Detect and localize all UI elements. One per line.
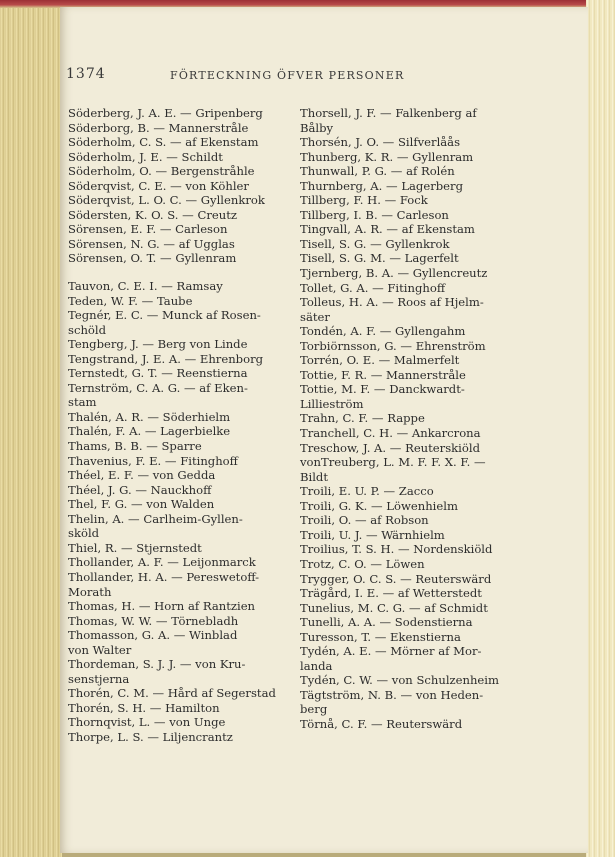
entry-line: Tunelius, M. C. G. — af Schmidt <box>300 600 488 615</box>
page-number: 1374 <box>66 66 106 82</box>
entry-line: Tillberg, F. H. — Fock <box>300 193 428 208</box>
entry-continuation: berg <box>300 702 328 717</box>
entry-line: Thorén, S. H. — Hamilton <box>68 700 220 715</box>
entry-line: Thunberg, K. R. — Gyllenram <box>300 149 474 164</box>
index-entry <box>300 717 532 732</box>
index-entry <box>300 411 532 426</box>
index-entry <box>68 555 300 570</box>
index-entry <box>68 628 300 657</box>
entry-continuation: senstjerna <box>68 671 130 686</box>
entry-line: Thel, F. G. — von Walden <box>68 497 215 512</box>
index-entry <box>68 121 300 136</box>
index-entry <box>68 512 300 541</box>
entry-line: Thiel, R. — Stjernstedt <box>68 540 202 555</box>
index-entry <box>300 368 532 383</box>
entry-line: Thomas, W. W. — Törnebladh <box>68 613 239 628</box>
entry-continuation: schöld <box>68 322 107 337</box>
entry-line: Thavenius, F. E. — Fitinghoff <box>68 453 238 468</box>
entry-line: Thollander, H. A. — Pereswetoff- <box>68 569 260 584</box>
entry-line: Tingvall, A. R. — af Ekenstam <box>300 222 475 237</box>
entry-line: Teden, W. F. — Taube <box>68 293 193 308</box>
index-entry <box>300 150 532 165</box>
entry-line: Sörensen, O. T. — Gyllenram <box>68 251 237 266</box>
entry-line: Tydén, C. W. — von Schulzenheim <box>300 673 499 688</box>
index-entry <box>68 294 300 309</box>
index-entry <box>300 513 532 528</box>
index-entry <box>68 337 300 352</box>
index-entry <box>300 251 532 266</box>
entry-line: Thollander, A. F. — Leijonmarck <box>68 555 256 570</box>
index-entry <box>300 295 532 324</box>
entry-line: Söderborg, B. — Mannerstråle <box>68 120 249 135</box>
entry-line: Tydén, A. E. — Mörner af Mor- <box>300 644 482 659</box>
index-entry <box>68 410 300 425</box>
entry-line: Thorsén, J. O. — Silfverlåås <box>300 135 461 150</box>
index-entry <box>68 164 300 179</box>
entry-line: Tollet, G. A. — Fitinghoff <box>300 280 446 295</box>
entry-line: Thorpe, L. S. — Liljencrantz <box>68 729 233 744</box>
entry-line: Ternstedt, G. T. — Reenstierna <box>68 366 248 381</box>
entry-line: Tolleus, H. A. — Roos af Hjelm- <box>300 295 484 310</box>
index-entry <box>300 193 532 208</box>
index-entry <box>300 688 532 717</box>
entry-line: Treschow, J. A. — Reuterskiöld <box>300 440 480 455</box>
index-entry <box>300 382 532 411</box>
entry-line: Troili, E. U. P. — Zacco <box>300 484 434 499</box>
book-page-stack-left <box>0 0 62 857</box>
entry-line: Södersten, K. O. S. — Creutz <box>68 207 237 222</box>
entry-line: Turesson, T. — Ekenstierna <box>300 629 461 644</box>
entry-line: Tillberg, I. B. — Carleson <box>300 207 449 222</box>
entry-continuation: landa <box>300 658 333 673</box>
entry-line: Troili, U. J. — Wärnhielm <box>300 527 445 542</box>
index-entry <box>68 279 300 294</box>
entry-line: Thomasson, G. A. — Winblad <box>68 628 238 643</box>
entry-line: Théel, J. G. — Nauckhoff <box>68 482 212 497</box>
entry-line: Thornqvist, L. — von Unge <box>68 715 226 730</box>
entry-line: Thurnberg, A. — Lagerberg <box>300 178 463 193</box>
entry-line: Trygger, O. C. S. — Reuterswärd <box>300 571 492 586</box>
entry-line: Thordeman, S. J. J. — von Kru- <box>68 657 246 672</box>
entry-continuation: Lillieström <box>300 396 364 411</box>
entry-line: Troilius, T. S. H. — Nordenskiöld <box>300 542 493 557</box>
entry-line: Thorsell, J. F. — Falkenberg af <box>300 106 477 120</box>
index-entry <box>68 150 300 165</box>
entry-line: Törnå, C. F. — Reuterswärd <box>300 716 463 731</box>
entry-line: Sörensen, N. G. — af Ugglas <box>68 236 235 251</box>
entry-continuation: Morath <box>68 584 112 599</box>
index-entry <box>300 586 532 601</box>
index-entry <box>300 542 532 557</box>
index-entry <box>68 251 300 266</box>
entry-line: Tisell, S. G. — Gyllenkrok <box>300 236 450 251</box>
index-entry <box>300 615 532 630</box>
entry-line: Tottie, M. F. — Danckwardt- <box>300 382 465 397</box>
entry-line: Tauvon, C. E. I. — Ramsay <box>68 279 223 294</box>
index-entry <box>300 455 532 484</box>
entry-line: Thalén, F. A. — Lagerbielke <box>68 424 231 439</box>
index-entry <box>300 644 532 673</box>
index-entry <box>68 193 300 208</box>
entry-line: Ternström, C. A. G. — af Eken- <box>68 380 248 395</box>
entry-line: Torrén, O. E. — Malmerfelt <box>300 353 460 368</box>
index-entry <box>68 614 300 629</box>
entry-continuation: stam <box>68 395 97 410</box>
entry-line: Troili, G. K. — Löwenhielm <box>300 498 458 513</box>
index-entry <box>300 222 532 237</box>
entry-line: Tegnér, E. C. — Munck af Rosen- <box>68 308 261 323</box>
entry-continuation: säter <box>300 309 330 324</box>
entry-line: vonTreuberg, L. M. F. F. X. F. — <box>300 455 486 470</box>
entry-line: Sörensen, E. F. — Carleson <box>68 222 228 237</box>
index-entry <box>300 528 532 543</box>
entry-line: Thomas, H. — Horn af Rantzien <box>68 599 256 614</box>
entry-continuation: Bildt <box>300 469 329 484</box>
entry-line: Tondén, A. F. — Gyllengahm <box>300 324 466 339</box>
index-entry <box>68 454 300 469</box>
index-entry <box>300 237 532 252</box>
index-entry <box>68 439 300 454</box>
index-entry <box>300 135 532 150</box>
entry-line: Trägård, I. E. — af Wetterstedt <box>300 586 482 601</box>
entry-line: Thunwall, P. G. — af Rolén <box>300 164 455 179</box>
index-entry <box>68 715 300 730</box>
index-entry <box>300 339 532 354</box>
index-column-right <box>300 106 532 732</box>
entry-line: Thams, B. B. — Sparre <box>68 439 202 454</box>
entry-line: Tisell, S. G. M. — Lagerfelt <box>300 251 459 266</box>
running-head: FÖRTECKNING ÖFVER PERSONER <box>170 69 405 82</box>
index-entry <box>300 353 532 368</box>
entry-line: Söderqvist, L. O. C. — Gyllenkrok <box>68 193 265 208</box>
index-entry <box>300 106 532 135</box>
entry-line: Söderberg, J. A. E. — Gripenberg <box>68 106 263 120</box>
index-entry <box>68 686 300 701</box>
index-entry <box>68 208 300 223</box>
entry-line: Söderqvist, C. E. — von Köhler <box>68 178 249 193</box>
index-entry <box>300 266 532 281</box>
entry-line: Torbiörnsson, G. — Ehrenström <box>300 338 486 353</box>
page-header <box>66 66 476 90</box>
index-entry <box>300 630 532 645</box>
index-entry <box>300 164 532 179</box>
index-entry <box>68 381 300 410</box>
index-entry <box>300 601 532 616</box>
index-entry <box>68 352 300 367</box>
index-entry <box>300 484 532 499</box>
index-entry <box>68 570 300 599</box>
index-entry <box>300 208 532 223</box>
index-entry <box>68 468 300 483</box>
entry-line: Tengstrand, J. E. A. — Ehrenborg <box>68 351 264 366</box>
book-page-stack-right <box>586 0 615 857</box>
index-entry <box>68 730 300 745</box>
index-entry <box>68 308 300 337</box>
entry-line: Söderholm, C. S. — af Ekenstam <box>68 135 259 150</box>
index-entry <box>300 673 532 688</box>
index-entry <box>68 424 300 439</box>
entry-line: Söderholm, J. E. — Schildt <box>68 149 223 164</box>
index-entry <box>300 179 532 194</box>
index-entry <box>68 237 300 252</box>
index-entry <box>300 324 532 339</box>
entry-line: Thalén, A. R. — Söderhielm <box>68 409 231 424</box>
index-entry <box>300 281 532 296</box>
entry-continuation: Bålby <box>300 120 334 135</box>
index-entry <box>300 426 532 441</box>
index-entry <box>68 657 300 686</box>
index-entry <box>68 222 300 237</box>
index-entry <box>68 366 300 381</box>
entry-line: Tengberg, J. — Berg von Linde <box>68 337 248 352</box>
index-column-left <box>68 106 300 745</box>
entry-line: Tägtström, N. B. — von Heden- <box>300 687 484 702</box>
entry-line: Thorén, C. M. — Hård af Segerstad <box>68 686 276 701</box>
index-entry <box>68 599 300 614</box>
entry-line: Tottie, F. R. — Mannerstråle <box>300 367 466 382</box>
index-entry <box>68 179 300 194</box>
index-entry <box>300 441 532 456</box>
index-entry <box>68 135 300 150</box>
index-entry <box>68 106 300 121</box>
index-entry <box>300 572 532 587</box>
index-entry <box>68 497 300 512</box>
index-entry <box>300 499 532 514</box>
entry-continuation: sköld <box>68 526 100 541</box>
entry-line: Thelin, A. — Carlheim-Gyllen- <box>68 511 243 526</box>
entry-continuation: von Walter <box>68 642 132 657</box>
index-entry <box>68 701 300 716</box>
index-entry <box>68 483 300 498</box>
entry-line: Troili, O. — af Robson <box>300 513 429 528</box>
entry-line: Tunelli, A. A. — Sodenstierna <box>300 615 473 630</box>
entry-line: Théel, E. F. — von Gedda <box>68 468 216 483</box>
entry-line: Trahn, C. F. — Rappe <box>300 411 425 426</box>
index-entry <box>300 557 532 572</box>
entry-line: Söderholm, O. — Bergenstråhle <box>68 164 255 179</box>
entry-line: Tjernberg, B. A. — Gyllencreutz <box>300 266 488 281</box>
entry-line: Tranchell, C. H. — Ankarcrona <box>300 426 481 441</box>
entry-line: Trotz, C. O. — Löwen <box>300 556 425 571</box>
index-entry <box>68 541 300 556</box>
